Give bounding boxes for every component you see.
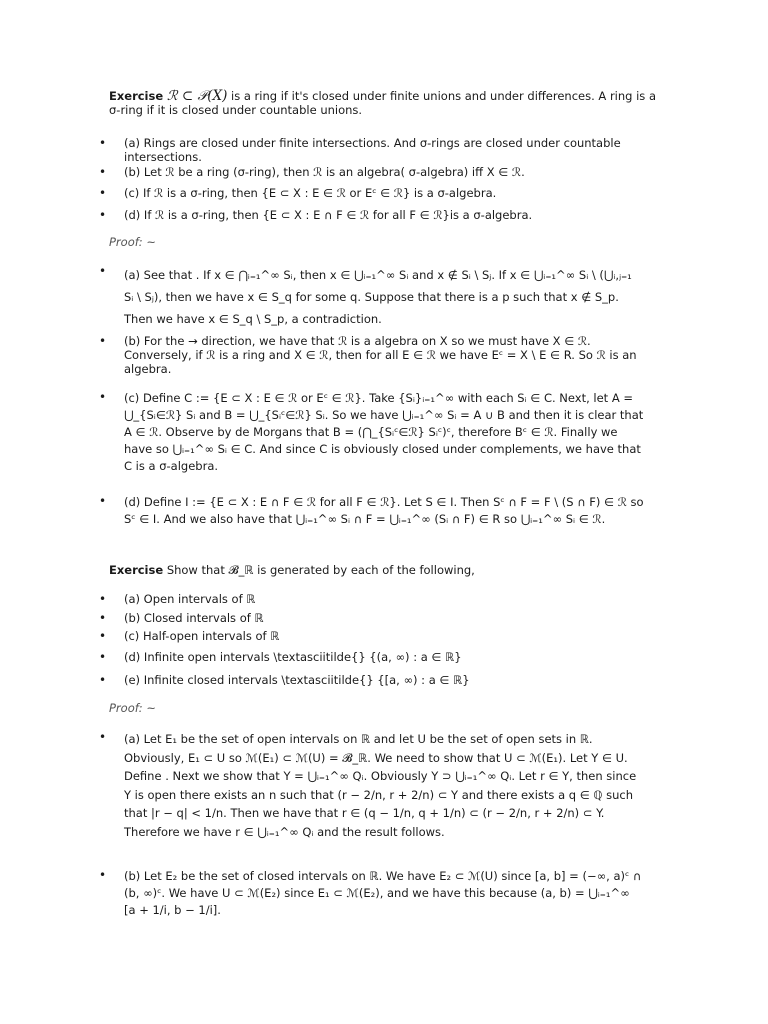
bullet-icon: •: [99, 165, 107, 179]
bullet-icon: •: [99, 629, 107, 643]
proof-label-1: Proof: ~: [109, 235, 156, 249]
list-item-text: (b) For the → direction, we have that ℛ is a algebra on X so we must have X ∈ ℛ. Conversely, if ℛ is a ring and X ∈ ℛ, then for all E ∈ ℛ we have Eᶜ = X \ E ∈ R. So ℛ is an algebra.: [124, 334, 637, 376]
bullet-icon: •: [99, 334, 107, 348]
bullet-icon: •: [99, 390, 107, 404]
bullet-icon: •: [99, 673, 107, 687]
list-item-text: (c) If ℛ is a σ-ring, then {E ⊂ X : E ∈ ℛ or Eᶜ ∈ ℛ} is a σ-algebra.: [124, 186, 497, 200]
bullet-icon: •: [99, 186, 107, 200]
bullet-icon: •: [99, 730, 107, 744]
list-item-text: (d) If ℛ is a σ-ring, then {E ⊂ X : E ∩ F ∈ ℛ for all F ∈ ℛ}is a σ-algebra.: [124, 208, 533, 222]
bullet-icon: •: [99, 650, 107, 664]
list-item-text: (a) Rings are closed under finite intersections. And σ-rings are closed under countable intersections.: [124, 136, 621, 164]
list-item-text: (a) Let E₁ be the set of open intervals on ℝ and let U be the set of open sets in ℝ. Obviously, E₁ ⊂ U so ℳ(E₁) ⊂ ℳ(U) = 𝓑_ℝ. We need to show that U ⊂ ℳ(E₁). Let Y ∈ U. Define . Next we show that Y = ⋃ᵢ₌₁^∞ Qᵢ. Obviously Y ⊃ ⋃ᵢ₌₁^∞ Qᵢ. Let r ∈ Y, then since Y is open there exists an n such that (r − 2/n, r + 2/n) ⊂ Y and there exists a q ∈ ℚ such that |r − q| < 1/n. Then we have that r ∈ (q − 1/n, q + 1/n) ⊂ (r − 2/n, r + 2/n) ⊂ Y. Therefore we have r ∈ ⋃ᵢ₌₁^∞ Qᵢ and the result follows.: [124, 732, 637, 839]
bullet-icon: •: [99, 611, 107, 625]
list-item-text: (a) See that . If x ∈ ⋂ᵢ₌₁^∞ Sᵢ, then x ∈ ⋃ᵢ₌₁^∞ Sᵢ and x ∉ Sᵢ \ Sⱼ. If x ∈ ⋃ᵢ₌₁^∞ Sᵢ \ (⋃ᵢ,ⱼ₌₁ Sᵢ \ Sⱼ), then we have x ∈ S_q for some q. Suppose that there is a p such that x ∉ S_p. Then we have x ∈ S_q \ S_p, a contradiction.: [124, 268, 632, 326]
bullet-icon: •: [99, 264, 107, 278]
bullet-icon: •: [99, 494, 107, 508]
list-item-text: (b) Let ℛ be a ring (σ-ring), then ℛ is an algebra( σ-algebra) iff X ∈ ℛ.: [124, 165, 525, 179]
exercise-2-heading: Exercise: [109, 563, 164, 577]
exercise-1-heading: Exercise: [109, 89, 164, 103]
bullet-icon: •: [99, 136, 107, 150]
list-item-text: (c) Half-open intervals of ℝ: [124, 629, 280, 643]
exercise-2-text: Show that 𝓑_ℝ is generated by each of the following,: [166, 563, 475, 577]
list-item-text: (c) Define C := {E ⊂ X : E ∈ ℛ or Eᶜ ∈ ℛ}. Take {Sᵢ}ᵢ₌₁^∞ with each Sᵢ ∈ C. Next, let A = ⋃_{Sᵢ∈ℛ} Sᵢ and B = ⋃_{Sᵢᶜ∈ℛ} Sᵢ. So we have ⋃ᵢ₌₁^∞ Sᵢ = A ∪ B and then it is clear that A ∈ ℛ. Observe by de Morgans that B = (⋂_{Sᵢᶜ∈ℛ} Sᵢᶜ)ᶜ, therefore Bᶜ ∈ ℛ. Finally we have so ⋃ᵢ₌₁^∞ Sᵢ ∈ C. And since C is obviously closed under complements, we have that C is a σ-algebra.: [124, 391, 644, 473]
list-item-text: (a) Open intervals of ℝ: [124, 592, 256, 606]
list-item-text: (d) Infinite open intervals \textasciitilde{} {(a, ∞) : a ∈ ℝ}: [124, 650, 462, 664]
bullet-icon: •: [99, 592, 107, 606]
proof-label-2: Proof: ~: [109, 701, 156, 715]
exercise-2-statement: [109, 563, 669, 577]
list-item-text: (b) Let E₂ be the set of closed intervals on ℝ. We have E₂ ⊂ ℳ(U) since [a, b] = (−∞, a)ᶜ ∩ (b, ∞)ᶜ. We have U ⊂ ℳ(E₂) since E₁ ⊂ ℳ(E₂), and we have this because (a, b) = ⋃ᵢ₌₁^∞ [a + 1/i, b − 1/i].: [124, 869, 642, 917]
list-item-text: (d) Define I := {E ⊂ X : E ∩ F ∈ ℛ for all F ∈ ℛ}. Let S ∈ I. Then Sᶜ ∩ F = F \ (S ∩ F) ∈ ℛ so Sᶜ ∈ I. And we also have that ⋃ᵢ₌₁^∞ Sᵢ ∩ F = ⋃ᵢ₌₁^∞ (Sᵢ ∩ F) ∈ R so ⋃ᵢ₌₁^∞ Sᵢ ∈ ℛ.: [124, 495, 644, 526]
list-item-text: (e) Infinite closed intervals \textasciitilde{} {[a, ∞) : a ∈ ℝ}: [124, 673, 470, 687]
bullet-icon: •: [99, 868, 107, 882]
bullet-icon: •: [99, 208, 107, 222]
exercise-1-text: is a ring if it's closed under finite unions and under differences. A ring is a σ-ring if it is closed under countable unions.: [109, 89, 656, 117]
list-item-text: (b) Closed intervals of ℝ: [124, 611, 264, 625]
exercise-1-statement: [109, 89, 669, 117]
exercise-1-formula: ℛ ⊂ 𝒫(X): [166, 88, 228, 104]
